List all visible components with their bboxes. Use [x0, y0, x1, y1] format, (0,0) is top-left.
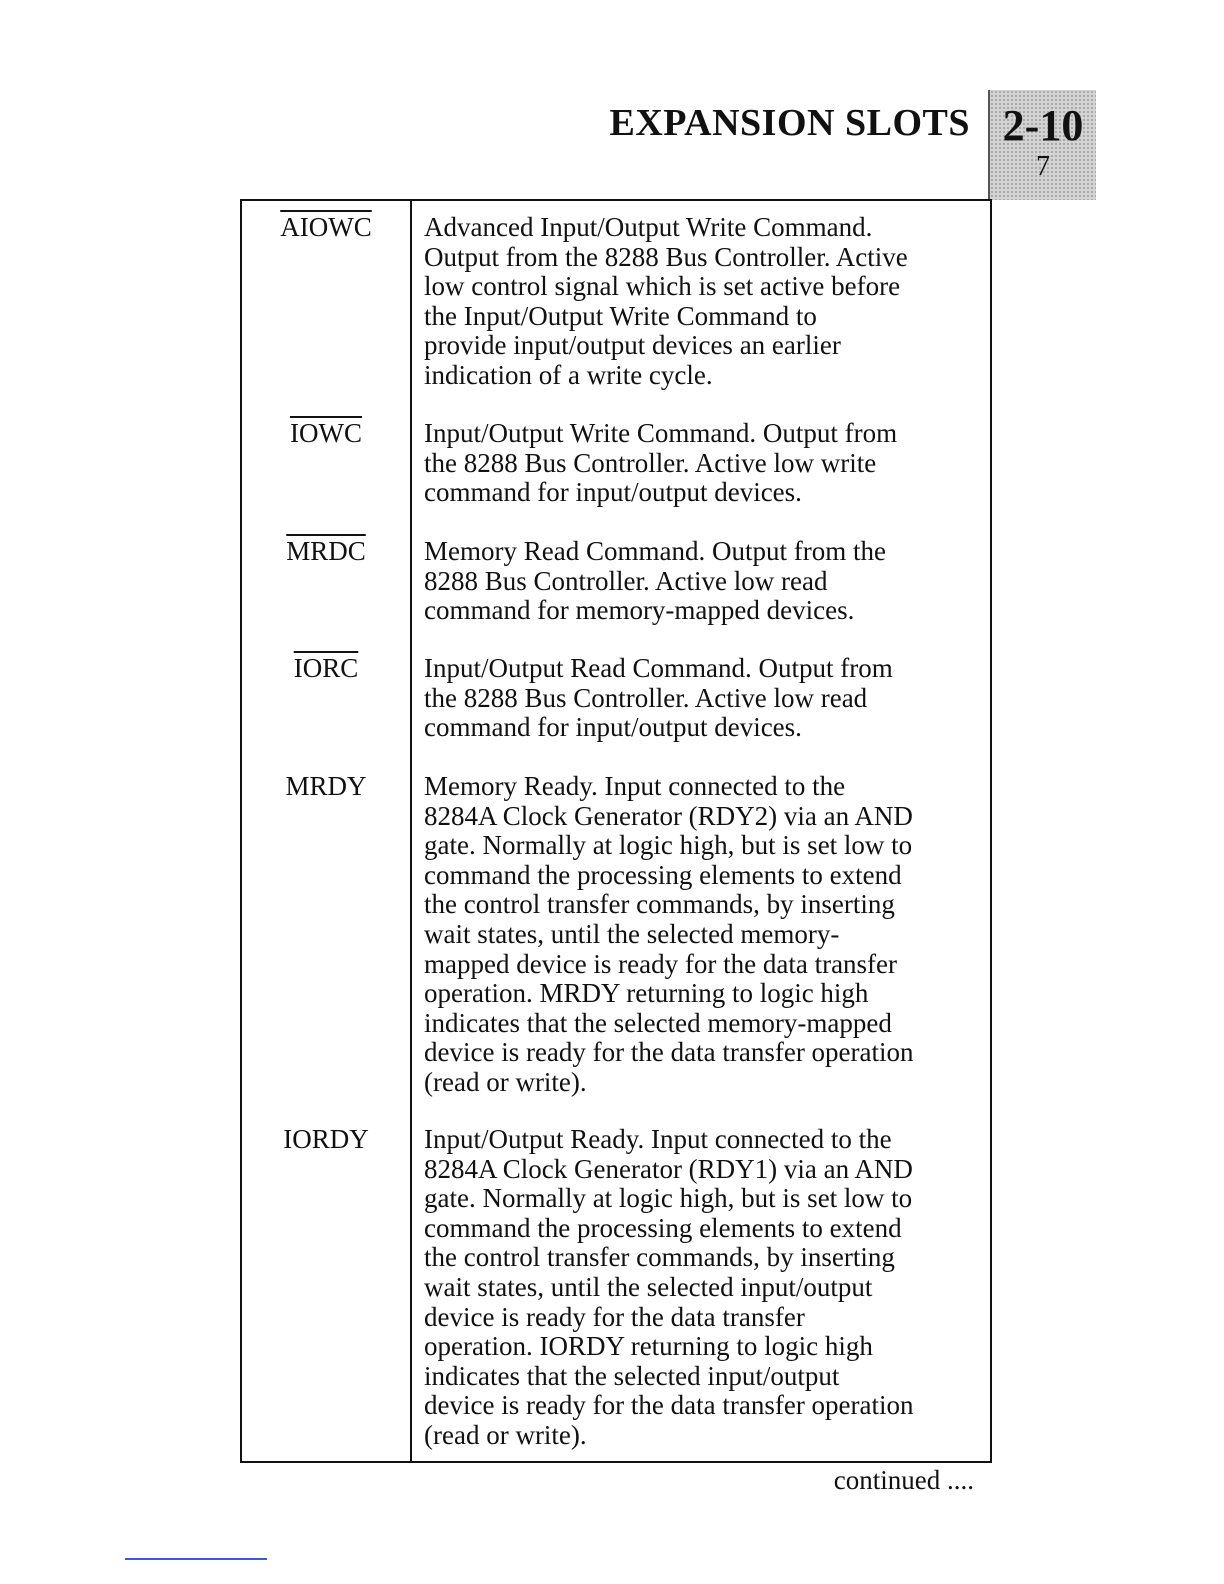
signal-description: Advanced Input/Output Write Command. Output from the 8288 Bus Controller. Active low control signal which is set active before the Input/Output Write Command to provide input/output devices an earlier indication of a write cycle. — [424, 212, 908, 390]
signal-description: Memory Read Command. Output from the 8288 Bus Controller. Active low read command for memory-mapped devices. — [424, 536, 886, 626]
signal-name: AIOWC — [280, 212, 372, 242]
signal-name: IORC — [293, 653, 359, 683]
signal-description: Input/Output Write Command. Output from the 8288 Bus Controller. Active low write command for input/output devices. — [424, 418, 898, 508]
signal-table — [240, 199, 992, 1463]
signal-description: Input/Output Read Command. Output from the 8288 Bus Controller. Active low read command for input/output devices. — [424, 653, 893, 743]
section-title: EXPANSION SLOTS — [609, 102, 970, 144]
signal-name: MRDC — [286, 536, 366, 566]
continued-note: continued .... — [833, 1465, 974, 1495]
tab-number: 2-10 — [1002, 101, 1084, 150]
signal-name: IOWC — [290, 418, 362, 448]
signal-description: Memory Ready. Input connected to the 8284A Clock Generator (RDY2) via an AND gate. Normally at logic high, but is set low to command the processing elements to extend the control transfer commands, by inserting wait states, until the selected memory- mapped device is ready for the data transfer operation. MRDY returning to logic high indicates that the selected memory-mapped device is ready for the data transfer operation (read or write). — [424, 771, 914, 1097]
page-rule — [125, 1558, 267, 1560]
signal-name: MRDY — [285, 771, 367, 801]
tab-subnumber: 7 — [1036, 151, 1050, 182]
signal-name: IORDY — [283, 1124, 369, 1154]
column-divider — [410, 201, 412, 1461]
signal-description: Input/Output Ready. Input connected to the 8284A Clock Generator (RDY1) via an AND gate. Normally at logic high, but is set low to command the processing elements to extend the control transfer commands, by inserting wait states, until the selected input/output device is ready for the data transfer operation. IORDY returning to logic high indicates that the selected input/output device is ready for the data transfer operation (read or write). — [424, 1124, 914, 1450]
chapter-tab — [988, 90, 1096, 200]
